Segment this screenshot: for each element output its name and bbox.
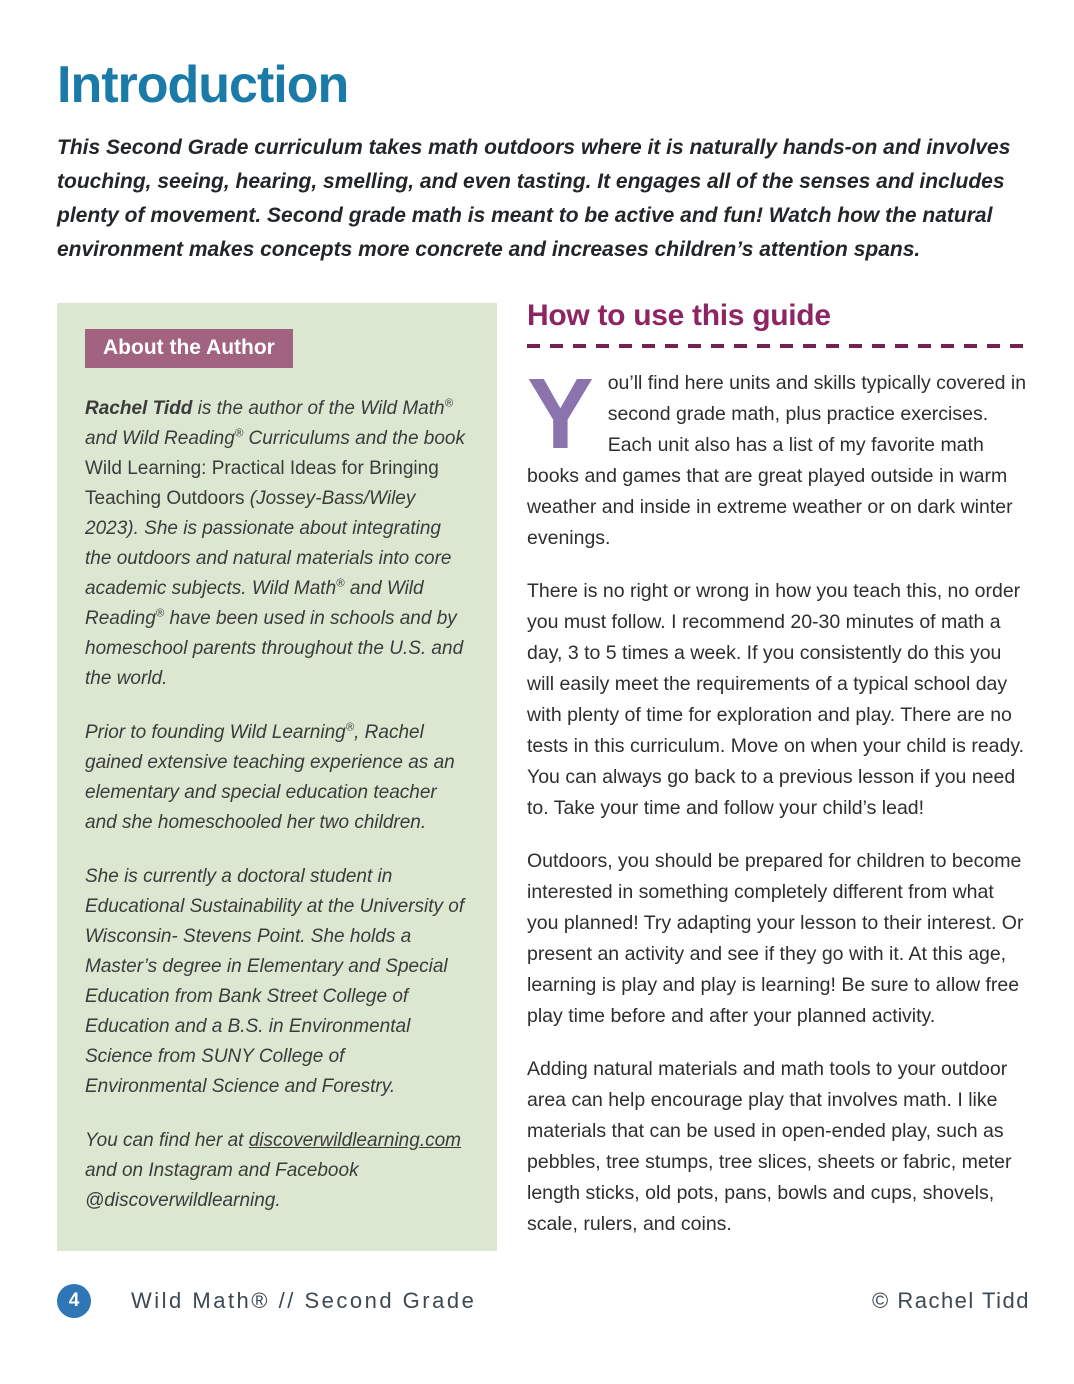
guide-paragraph-4: Adding natural materials and math tools to your outdoor area can help encourage play that involves math. I like materials that can be used in open-ended play, such as pebbles, tree stumps, tree slices, sheets or fabric, meter length sticks, old pots, pans, bowls and cups, shovels, scale, rulers, and coins.: [527, 1057, 1012, 1235]
text-segment: is the author of the Wild Math: [192, 397, 445, 419]
text-segment: Wild Learning: Practical Ideas for Bringing Teaching Outdoors: [85, 457, 439, 509]
text-segment: Curriculums and the book: [243, 427, 465, 449]
guide-paragraph-1-text: ou’ll find here units and skills typically covered in second grade math, plus practice exercises. Each unit also has a list of my favorite math books and games that are great played outside in warm weather and inside in extreme weather or on dark winter evenings.: [527, 371, 1027, 549]
about-author-box: [57, 303, 497, 1251]
page-title: Introduction: [57, 56, 349, 114]
text-segment: ®: [155, 607, 165, 620]
about-paragraph-2: [85, 718, 467, 838]
text-segment: have been used in schools and by homeschool parents throughout the U.S. and the world.: [85, 607, 464, 689]
page-footer: [57, 1284, 1030, 1318]
about-author-badge: About the Author: [85, 329, 293, 368]
text-segment: Prior to founding Wild Learning: [85, 721, 346, 743]
dropcap-letter: Y: [527, 357, 594, 470]
text-segment: You can find her at: [85, 1129, 249, 1151]
dashed-divider: [527, 344, 1030, 348]
text-segment: ®: [444, 397, 453, 410]
page-number-badge: 4: [57, 1284, 91, 1318]
about-paragraph-1: [85, 394, 467, 694]
two-column-layout: [57, 298, 1030, 1262]
intro-paragraph: This Second Grade curriculum takes math outdoors where it is naturally hands-on and involves touching, seeing, hearing, smelling, and even tasting. It engages all of the senses and includes plenty of movement. Second grade math is meant to be active and fun! Watch how the natural environment makes concepts more concrete and increases children’s attention spans.: [57, 135, 1011, 261]
footer-copyright: © Rachel Tidd: [872, 1288, 1030, 1313]
text-segment: (Jossey-Bass/Wiley 2023). She is passionate about integrating the outdoors and natural materials into core academic subjects. Wild Math: [85, 487, 452, 599]
footer-book-title: Wild Math® // Second Grade: [131, 1288, 477, 1313]
text-segment: and Wild Reading: [85, 577, 424, 629]
text-segment: and Wild Reading: [85, 427, 235, 449]
text-segment: and on Instagram and Facebook @discoverwildlearning.: [85, 1159, 359, 1211]
text-segment: She is currently a doctoral student in Educational Sustainability at the University of Wisconsin- Stevens Point. She holds a Master’s degree in Elementary and Special Education from Bank Street College of Education and a B.S. in Environmental Science from SUNY College of Environmental Science and Forestry.: [85, 865, 465, 1097]
text-segment: ®: [234, 427, 244, 440]
about-paragraph-3: [85, 862, 467, 1102]
guide-heading: How to use this guide: [527, 298, 831, 332]
text-segment: ®: [345, 721, 355, 734]
author-website-link[interactable]: discoverwildlearning.com: [248, 1129, 461, 1151]
guide-paragraph-3: Outdoors, you should be prepared for children to become interested in something completely different from what you planned! Try adapting your lesson to their interest. Or present an activity and see if they go with it. At this age, learning is play and play is learning! Be sure to allow free play time before and after your planned activity.: [527, 849, 1024, 1027]
guide-paragraph-2: There is no right or wrong in how you teach this, no order you must follow. I recommend 20-30 minutes of math a day, 3 to 5 times a week. If you consistently do this you will easily meet the requirements of a typical school day with plenty of time for exploration and play. There are no tests in this curriculum. Move on when your child is ready. You can always go back to a previous lesson if you need to. Take your time and follow your child’s lead!: [527, 579, 1025, 819]
text-segment: ®: [336, 577, 345, 590]
about-paragraph-4: [85, 1126, 467, 1216]
guide-section: [527, 298, 1030, 1262]
guide-paragraph-1: [527, 357, 1030, 554]
text-segment: Rachel Tidd: [85, 397, 193, 419]
text-segment: , Rachel gained extensive teaching experience as an elementary and special education teacher and she homeschooled her two children.: [85, 721, 455, 833]
